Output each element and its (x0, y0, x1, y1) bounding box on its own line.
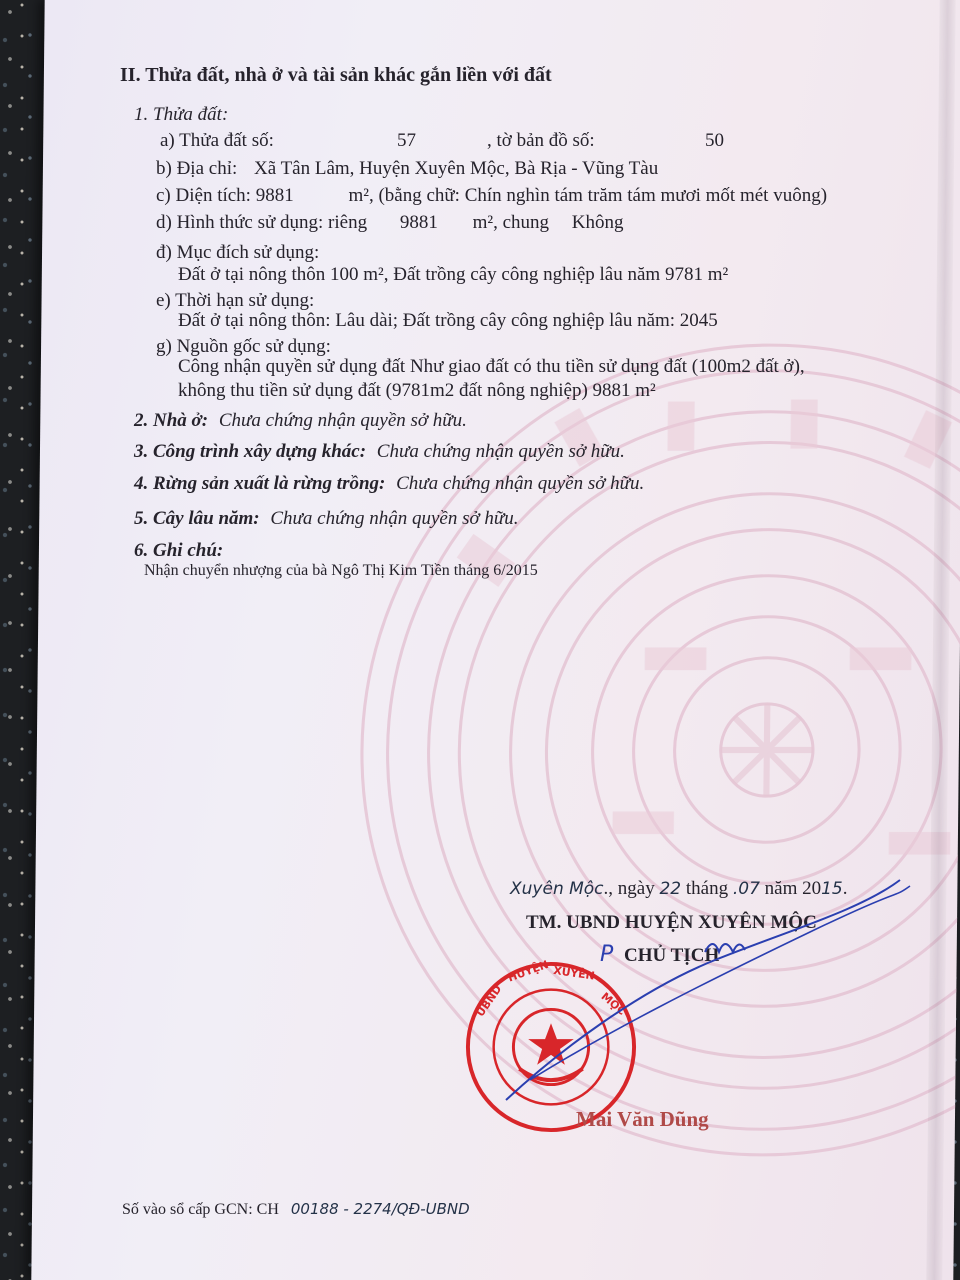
parcel-number-row (160, 130, 724, 152)
date-text-year: năm 20 (764, 878, 822, 899)
date-text-month: tháng (685, 878, 729, 899)
usage-form-row (156, 212, 624, 234)
construction-row (134, 441, 625, 463)
authority-title: TM. UBND HUYỆN XUYÊN MỘC (526, 912, 817, 933)
signing-month-handwritten: .07 (732, 879, 760, 899)
note-label: 6. Ghi chú: (134, 540, 224, 561)
parcel-number-value: 57 (397, 130, 416, 151)
purpose-label: đ) Mục đích sử dụng: (156, 242, 320, 263)
construction-label: 3. Công trình xây dựng khác: (134, 441, 367, 462)
section-title: II. Thửa đất, nhà ở và tài sản khác gắn liền với đất (120, 64, 552, 86)
house-value: Chưa chứng nhận quyền sở hữu. (218, 410, 467, 431)
house-row (134, 410, 467, 432)
perennial-row (134, 508, 518, 530)
svg-text:HUYỆN: HUYỆN (506, 958, 551, 985)
origin-label: g) Nguồn gốc sử dụng: (156, 336, 331, 357)
signing-date-row: Xuyên Mộc., ngày 22 tháng .07 năm 2015. (510, 878, 848, 899)
forest-value: Chưa chứng nhận quyền sở hữu. (396, 473, 645, 494)
parcel-number-label: a) Thửa đất số: (160, 130, 274, 151)
forest-label: 4. Rừng sản xuất là rừng trồng: (134, 473, 386, 494)
perennial-value: Chưa chứng nhận quyền sở hữu. (270, 508, 519, 529)
private-area-value: 9881 (399, 212, 438, 233)
signing-day-handwritten: 22 (659, 879, 682, 899)
origin-value-line-1: Công nhận quyền sử dụng đất Như giao đất có thu tiền sử dụng đất (100m2 đất ở), (178, 356, 805, 377)
note-value: Nhận chuyển nhượng của bà Ngô Thị Kim Tiền tháng 6/2015 (144, 562, 538, 579)
term-label: e) Thời hạn sử dụng: (156, 290, 315, 311)
area-row (156, 185, 827, 207)
map-sheet-label: , tờ bản đồ số: (487, 130, 595, 151)
perennial-label: 5. Cây lâu năm: (134, 508, 260, 529)
common-area-value: Không (571, 212, 624, 233)
svg-text:UBND: UBND (473, 982, 505, 1020)
house-label: 2. Nhà ở: (134, 410, 209, 431)
area-label: c) Diện tích: 9881 (156, 185, 294, 206)
construction-value: Chưa chứng nhận quyền sở hữu. (376, 441, 625, 462)
term-value: Đất ở tại nông thôn: Lâu dài; Đất trồng cây công nghiệp lâu năm: 2045 (178, 310, 718, 331)
area-in-words: m², (bằng chữ: Chín nghìn tám trăm tám mươi mốt mét vuông) (348, 185, 828, 206)
usage-form-label: d) Hình thức sử dụng: riêng (156, 212, 368, 233)
land-heading: 1. Thửa đất: (134, 104, 229, 125)
date-text-day: ., ngày (603, 878, 655, 899)
signature-icon (500, 860, 920, 1110)
purpose-value: Đất ở tại nông thôn 100 m², Đất trồng cây công nghiệp lâu năm 9781 m² (178, 264, 729, 285)
address-value: Xã Tân Lâm, Huyện Xuyên Mộc, Bà Rịa - Vũng Tàu (254, 158, 659, 179)
signer-name: Mai Văn Dũng (576, 1107, 709, 1131)
registry-row (122, 1198, 470, 1221)
signer-title: CHỦ TỊCH (624, 945, 720, 966)
registry-number-handwritten: 00188 - 2274/QĐ-UBND (290, 1200, 470, 1218)
signing-place-handwritten: Xuyên Mộc (510, 879, 604, 899)
map-sheet-value: 50 (705, 130, 724, 151)
signing-year-handwritten: 15 (821, 879, 843, 899)
forest-row (134, 473, 644, 495)
registry-label: Số vào sổ cấp GCN: CH (122, 1201, 279, 1218)
usage-form-common-label: m², chung (472, 212, 550, 233)
title-prefix-handwritten: P (600, 942, 614, 967)
address-label: b) Địa chỉ: (156, 158, 238, 179)
svg-text:MỘC: MỘC (598, 989, 629, 1018)
origin-value-line-2: không thu tiền sử dụng đất (9781m2 đất nông nghiệp) 9881 m² (178, 380, 656, 401)
svg-text:XUYÊN: XUYÊN (552, 963, 596, 983)
address-row (156, 158, 658, 180)
